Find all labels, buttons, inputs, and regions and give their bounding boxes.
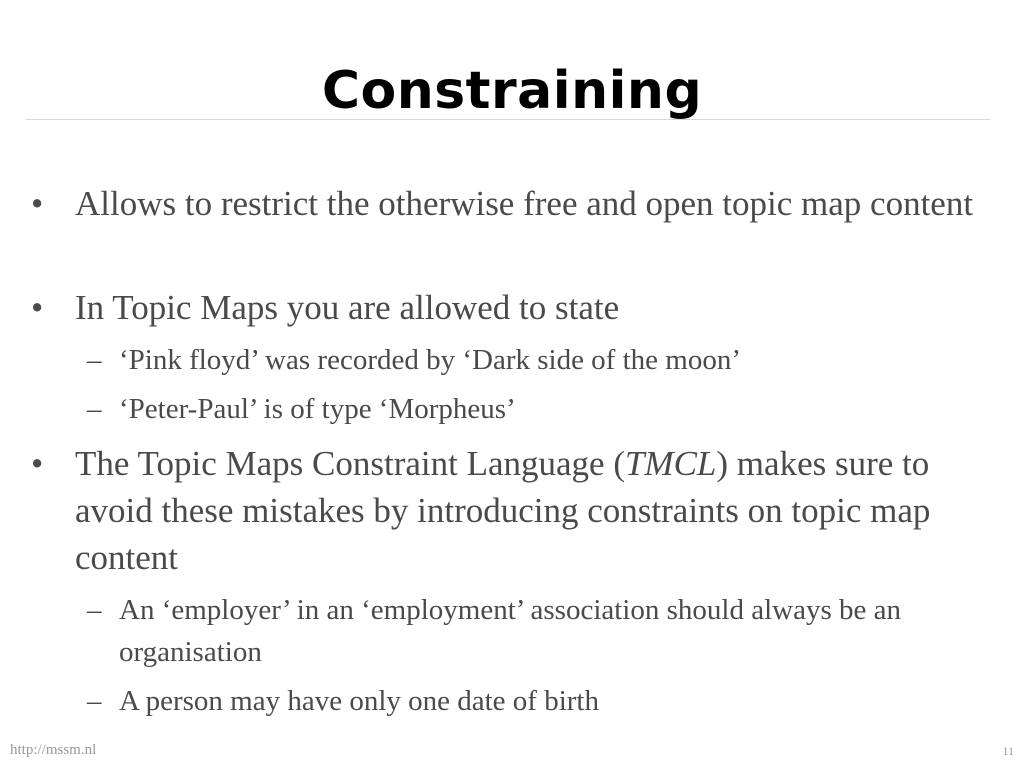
sub-bullet-text: ‘Pink floyd’ was recorded by ‘Dark side of the moon’: [119, 344, 741, 376]
sub-bullet-item: [87, 339, 979, 381]
sub-bullet-item: [87, 388, 979, 430]
sub-bullet-marker: –: [87, 594, 102, 626]
sub-bullet-item: [87, 680, 979, 722]
bullet-text-prefix: The Topic Maps Constraint Language (: [75, 444, 625, 483]
bullet-marker: •: [31, 444, 44, 483]
bullet-marker: •: [31, 184, 44, 223]
bullet-text-suffix: ) makes sure to avoid these mistakes by introducing constraints on topic map content: [75, 444, 931, 577]
sub-bullet-text: ‘Peter-Paul’ is of type ‘Morpheus’: [119, 393, 516, 425]
sub-bullet-text: An ‘employer’ in an ‘employment’ association should always be an organisation: [119, 594, 901, 668]
bullet-text: In Topic Maps you are allowed to state: [75, 288, 620, 327]
bullet-item: [31, 284, 985, 331]
sub-bullet-marker: –: [87, 344, 102, 376]
bullet-marker: •: [31, 288, 44, 327]
sub-bullet-marker: –: [87, 393, 102, 425]
bullet-text: Allows to restrict the otherwise free and open topic map content: [75, 184, 974, 223]
bullet-text-emphasis: TMCL: [624, 444, 717, 483]
sub-bullet-marker: –: [87, 685, 102, 717]
sub-bullet-text: A person may have only one date of birth: [119, 685, 599, 717]
bullet-item: [31, 440, 985, 581]
footer-url: http://mssm.nl: [10, 742, 97, 758]
footer-page-number: 11: [1002, 744, 1014, 758]
sub-bullet-item: [87, 589, 979, 673]
bullet-item: [31, 180, 985, 227]
slide-title: Constraining: [321, 61, 703, 121]
